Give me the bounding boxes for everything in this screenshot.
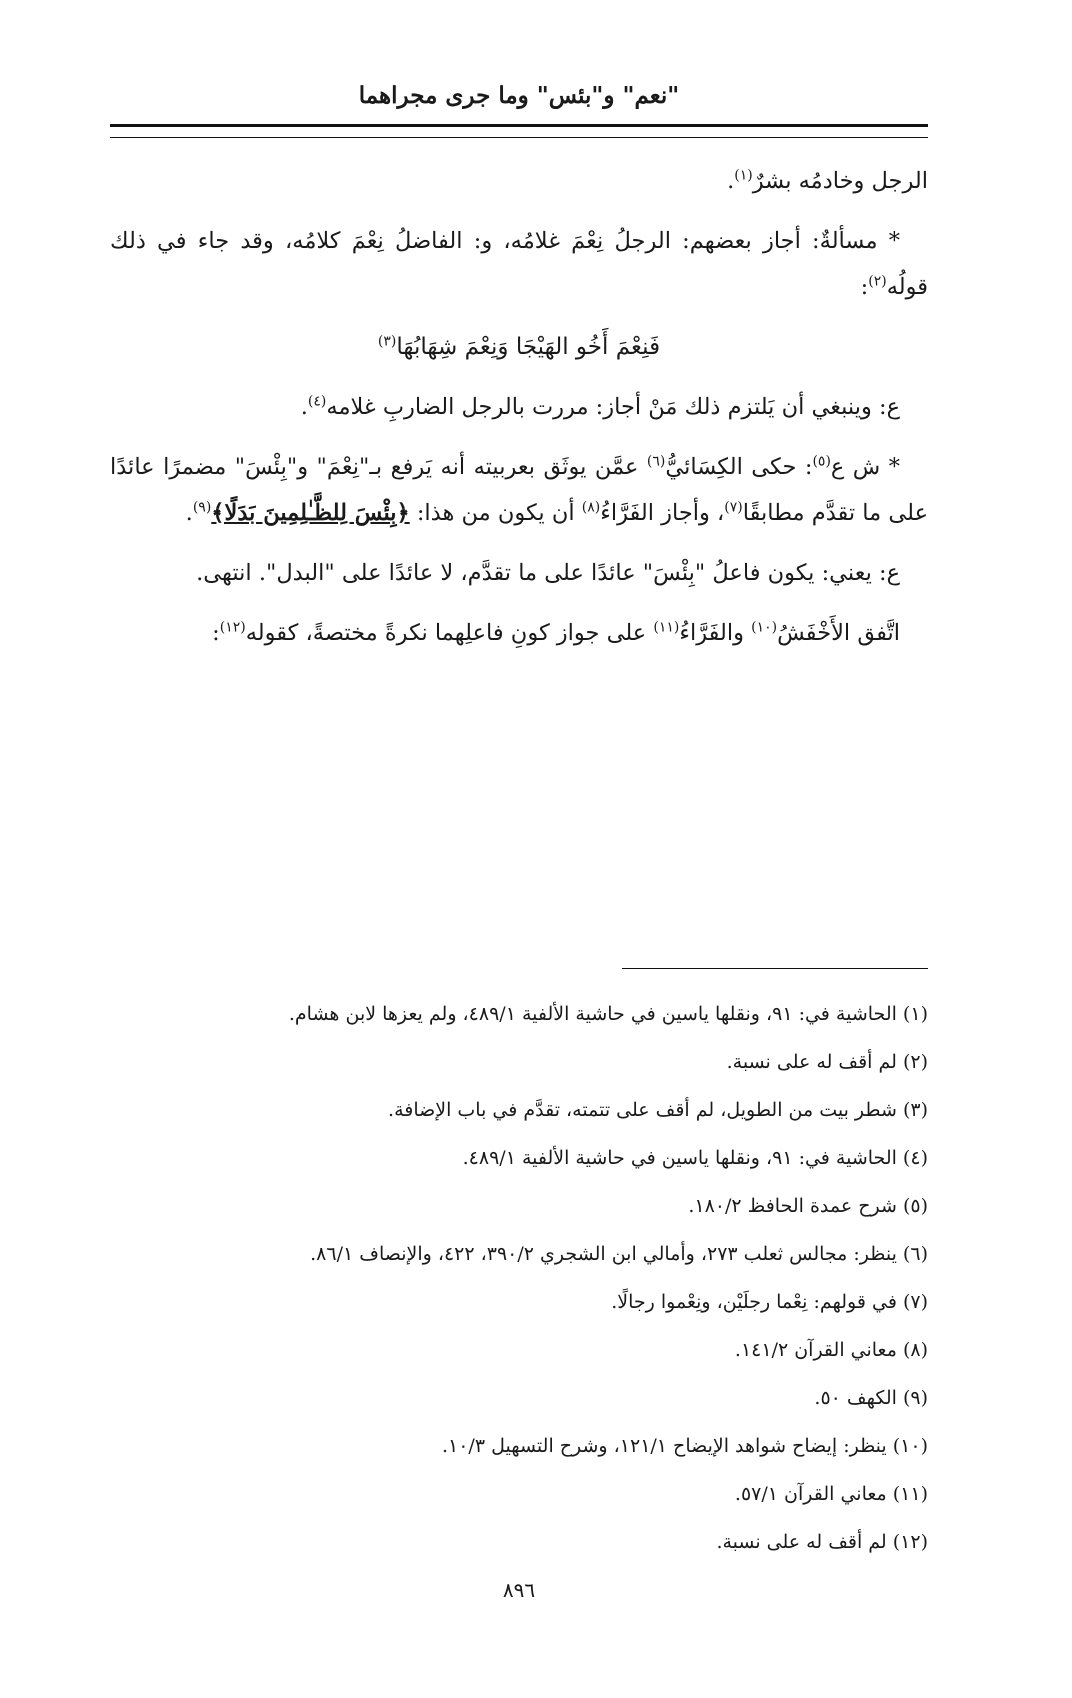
footnote-ref: (١٢): [219, 619, 246, 636]
footnote-ref: (٩): [192, 499, 212, 516]
paragraph-text: ع: وينبغي أن يَلتزم ذلك مَنْ أجاز: مررت بالرجل الضاربِ غلامه: [326, 394, 900, 420]
paragraph-text: الرجل وخادمُه بشرٌ: [752, 168, 928, 194]
paragraph-4: [110, 444, 928, 536]
footnote-ref: (٨): [581, 499, 601, 516]
footnote-ref: (١٠): [751, 619, 778, 636]
paragraph-text: أن يكون من هذا:: [409, 500, 582, 526]
paragraph-5: [110, 550, 928, 596]
footnote-5: (٥) شرح عمدة الحافظ ١٨٠/٢.: [688, 1195, 928, 1217]
paragraph-text: * ش ع: [830, 454, 900, 480]
footnote-ref: (٤): [307, 393, 327, 410]
paragraph-text: اتَّفق الأَخْفَشُ: [777, 620, 900, 646]
verse-text: فَنِعْمَ أَخُو الهَيْجَا وَنِعْمَ شِهَابُهَا: [396, 334, 661, 360]
footnote-9: (٩) الكهف ٥٠.: [814, 1387, 928, 1409]
footnote-1: (١) الحاشية في: ٩١، ونقلها ياسين في حاشية الألفية ٤٨٩/١، ولم يعزها لابن هشام.: [288, 1003, 928, 1025]
footnote-4: (٤) الحاشية في: ٩١، ونقلها ياسين في حاشية الألفية ٤٨٩/١.: [462, 1147, 928, 1169]
punctuation: :: [860, 274, 869, 300]
footnote-ref: (٥): [812, 453, 831, 470]
footnote-6: (٦) ينظر: مجالس ثعلب ٢٧٣، وأمالي ابن الشجري ٣٩٠/٢، ٤٢٢، والإنصاف ٨٦/١.: [310, 1243, 928, 1265]
footnote-ref: (٧): [724, 499, 743, 516]
footnote-7: (٧) في قولهم: نِعْما رجلَيْن، ونِعْموا رجالًا.: [611, 1291, 928, 1313]
footnote-separator: [622, 968, 928, 969]
footnote-11: (١١) معاني القرآن ٥٧/١.: [734, 1483, 928, 1505]
footnote-10: (١٠) ينظر: إيضاح شواهد الإيضاح ١٢١/١، وشرح التسهيل ١٠/٣.: [441, 1435, 928, 1457]
paragraph-text: ، وأجاز الفَرَّاءُ: [600, 500, 725, 526]
footnotes-list: [110, 990, 928, 1566]
paragraph-1: [110, 158, 928, 204]
punctuation: .: [185, 500, 193, 526]
paragraph-text: : حكى الكِسَائيُّ: [665, 454, 813, 480]
punctuation: :: [212, 620, 220, 646]
paragraph-text: على جواز كونِ فاعلِهما نكرةً مختصةً، كقوله: [245, 620, 654, 646]
paragraph-2: [110, 218, 928, 310]
footnote-2: (٢) لم أقف له على نسبة.: [726, 1051, 928, 1073]
footnote-3: (٣) شطر بيت من الطويل، لم أقف على تتمته، تقدَّم في باب الإضافة.: [388, 1099, 928, 1121]
main-text: [110, 158, 928, 670]
footnote-12: (١٢) لم أقف له على نسبة.: [716, 1531, 928, 1553]
paragraph-text: عمَّن يوثَق بعربيته أنه يَرفع بـ"نِعْمَ" و"بِئْسَ" مضمرًا عائدًا على ما تقدَّم مطابقًا: [110, 454, 928, 526]
header-rule-thin: [110, 137, 928, 138]
running-title: "نعم" و"بئس" وما جرى مجراهما: [358, 82, 680, 109]
footnote-8: (٨) معاني القرآن ١٤١/٢.: [734, 1339, 928, 1361]
book-page: [110, 0, 928, 1698]
paragraph-text: والفَرَّاءُ: [679, 620, 752, 646]
footnote-ref: (٣): [377, 333, 397, 350]
footnote-ref: (١): [734, 167, 753, 184]
footnote-ref: (٢): [868, 273, 887, 290]
footnote-ref: (١١): [653, 619, 680, 636]
paragraph-text: ع: يعني: يكون فاعلُ "بِئْسَ" عائدًا على ما تقدَّم، لا عائدًا على "البدل". انتهى.: [196, 560, 900, 586]
punctuation: .: [727, 168, 735, 194]
poetry-verse: [110, 324, 928, 370]
header-rule-thick: [110, 124, 928, 127]
paragraph-6: [110, 610, 928, 656]
quran-quote: ﴿بِئْسَ لِلظَّـٰلِمِينَ بَدَلًا﴾: [211, 500, 410, 526]
footnote-ref: (٦): [646, 453, 666, 470]
punctuation: .: [300, 394, 308, 420]
paragraph-text: * مسألةٌ: أجاز بعضهم: الرجلُ نِعْمَ غلامُه، و: الفاضلُ نِعْمَ كلامُه، وقد جاء في ذلك قولُه: [110, 228, 928, 300]
page-number: ٨٩٦: [502, 1578, 536, 1602]
paragraph-3: [110, 384, 928, 430]
